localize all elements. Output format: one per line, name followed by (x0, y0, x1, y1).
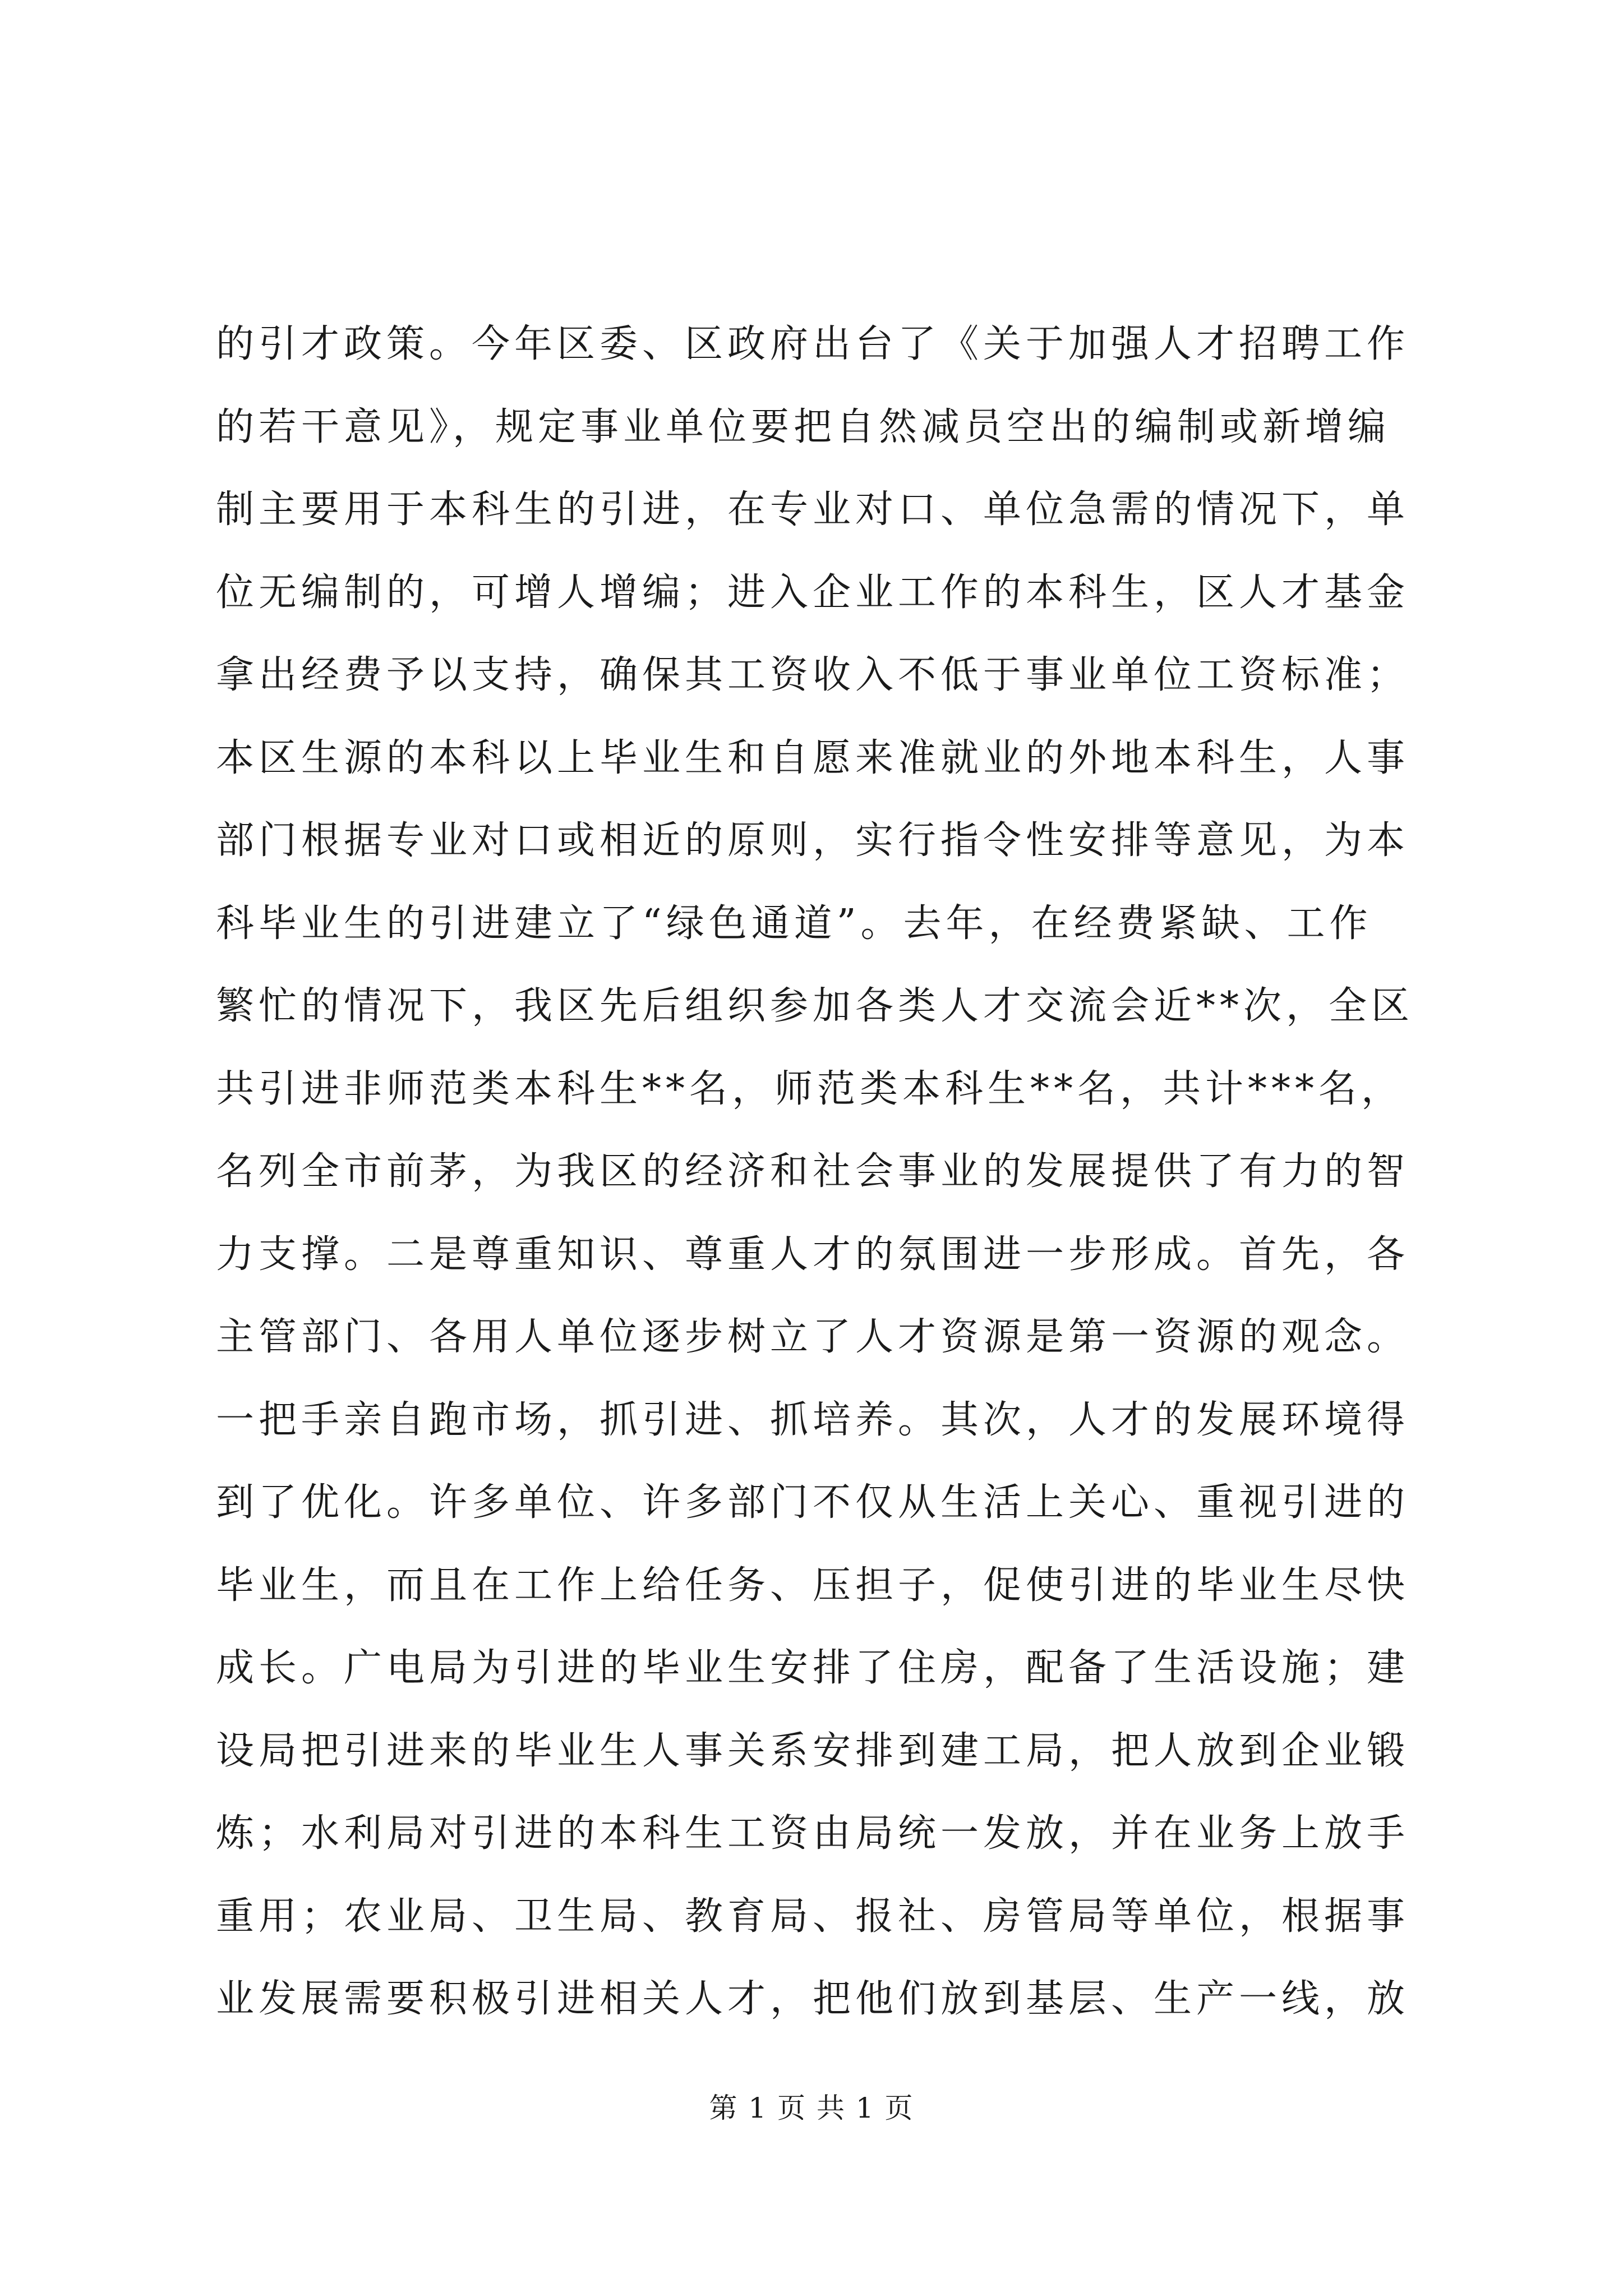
text-line: 位无编制的，可增人增编；进入企业工作的本科生，区人才基金 (216, 570, 1410, 615)
text-line: 力支撑。二是尊重知识、尊重人才的氛围进一步形成。首先，各 (216, 1232, 1410, 1277)
text-line: 繁忙的情况下，我区先后组织参加各类人才交流会近**次，全区 (216, 984, 1414, 1028)
text-line: 炼；水利局对引进的本科生工资由局统一发放，并在业务上放手 (216, 1811, 1410, 1856)
text-line: 的若干意见》，规定事业单位要把自然减员空出的编制或新增编 (216, 404, 1391, 449)
page-number: 第 1 页 共 1 页 (709, 2092, 914, 2124)
text-line: 部门根据专业对口或相近的原则，实行指令性安排等意见，为本 (216, 818, 1410, 863)
text-line: 科毕业生的引进建立了“绿色通道”。去年，在经费紧缺、工作 (216, 901, 1372, 946)
text-line: 制主要用于本科生的引进，在专业对口、单位急需的情况下，单 (216, 487, 1410, 532)
body-text (216, 303, 1414, 2041)
text-line: 设局把引进来的毕业生人事关系安排到建工局，把人放到企业锻 (216, 1728, 1410, 1773)
text-line: 的引才政策。今年区委、区政府出台了《关于加强人才招聘工作 (216, 322, 1410, 366)
text-line: 名列全市前茅，为我区的经济和社会事业的发展提供了有力的智 (216, 1149, 1410, 1194)
text-line: 到了优化。许多单位、许多部门不仅从生活上关心、重视引进的 (216, 1480, 1410, 1525)
text-line: 主管部门、各用人单位逐步树立了人才资源是第一资源的观念。 (216, 1315, 1410, 1359)
text-line: 本区生源的本科以上毕业生和自愿来准就业的外地本科生，人事 (216, 735, 1410, 780)
text-line: 成长。广电局为引进的毕业生安排了住房，配备了生活设施；建 (216, 1646, 1410, 1690)
text-line: 共引进非师范类本科生**名，师范类本科生**名，共计***名， (216, 1066, 1404, 1111)
text-line: 一把手亲自跑市场，抓引进、抓培养。其次，人才的发展环境得 (216, 1397, 1410, 1442)
text-line: 拿出经费予以支持，确保其工资收入不低于事业单位工资标准； (216, 653, 1410, 697)
text-line: 业发展需要积极引进相关人才，把他们放到基层、生产一线，放 (216, 1977, 1410, 2021)
page-footer (0, 2086, 1623, 2131)
text-line: 毕业生，而且在工作上给任务、压担子，促使引进的毕业生尽快 (216, 1563, 1410, 1608)
text-line: 重用；农业局、卫生局、教育局、报社、房管局等单位，根据事 (216, 1894, 1410, 1939)
